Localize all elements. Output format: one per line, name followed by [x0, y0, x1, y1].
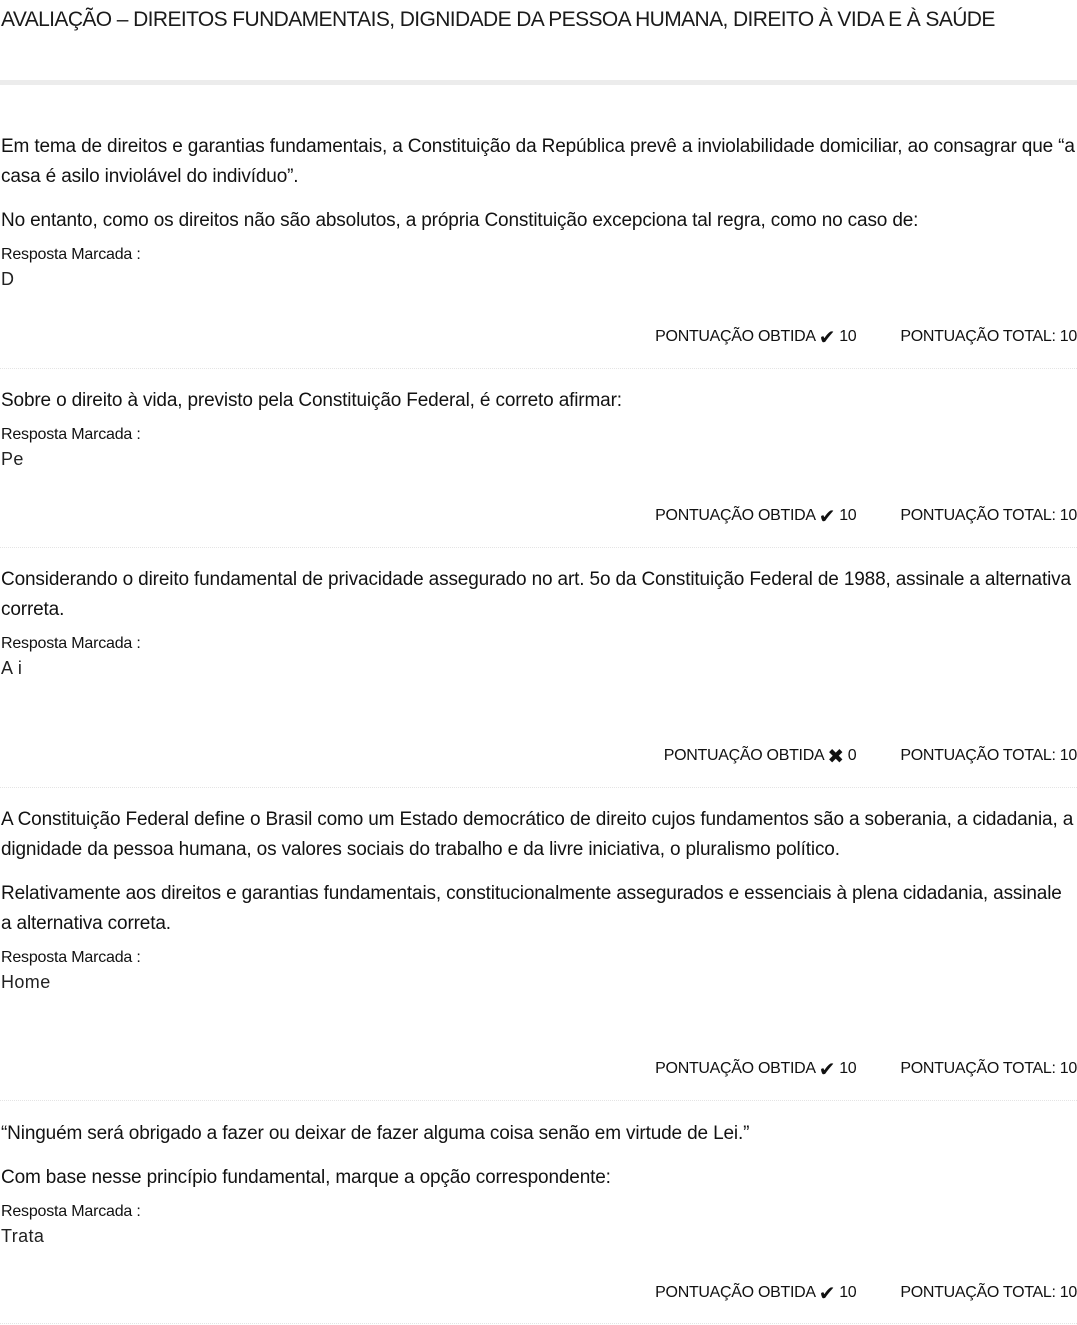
- score-row: [655, 504, 1077, 528]
- score-obtained-label: PONTUAÇÃO OBTIDA: [655, 328, 816, 345]
- answer-value: Pe: [1, 449, 24, 469]
- score-obtained-label: PONTUAÇÃO OBTIDA: [655, 1284, 816, 1301]
- answer-label: Resposta Marcada :: [1, 246, 141, 263]
- score-total-value: 10: [1059, 328, 1077, 345]
- question-divider: [0, 1100, 1077, 1101]
- check-icon: ✔: [818, 504, 836, 528]
- score-obtained-label: PONTUAÇÃO OBTIDA: [663, 747, 825, 764]
- score-obtained-label: PONTUAÇÃO OBTIDA: [655, 507, 816, 524]
- answer-value: Home: [1, 972, 51, 992]
- question-text: Considerando o direito fundamental de privacidade assegurado no art. 5o da Constituição Federal de 1988, assinale a alternativa correta.: [1, 569, 1071, 620]
- score-obtained-value: 10: [839, 1284, 857, 1301]
- answer-label: Resposta Marcada :: [1, 949, 141, 966]
- score-obtained: [655, 506, 856, 526]
- question-4: [0, 805, 1077, 995]
- answer-label: Resposta Marcada :: [1, 1203, 141, 1220]
- question-divider: [0, 1323, 1077, 1324]
- question-text: Relativamente aos direitos e garantias fundamentais, constitucionalmente assegurados e essenciais à plena cidadania, assinale a alternativa correta.: [1, 883, 1062, 934]
- score-obtained: [664, 746, 857, 766]
- question-text: Sobre o direito à vida, previsto pela Constituição Federal, é correto afirmar:: [1, 390, 622, 411]
- score-obtained: [655, 1283, 856, 1303]
- answer-label: Resposta Marcada :: [1, 635, 141, 652]
- score-total-value: 10: [1059, 507, 1077, 524]
- score-total-label: PONTUAÇÃO TOTAL:: [900, 507, 1056, 524]
- score-row: [655, 325, 1077, 349]
- cross-icon: ✖: [827, 744, 844, 768]
- score-total-value: 10: [1059, 1284, 1077, 1301]
- question-divider: [0, 787, 1077, 788]
- score-total-label: PONTUAÇÃO TOTAL:: [900, 1284, 1056, 1301]
- score-total-value: 10: [1059, 747, 1077, 764]
- check-icon: ✔: [818, 325, 836, 349]
- question-text: A Constituição Federal define o Brasil como um Estado democrático de direito cujos fundamentos são a soberania, a cidadania, a dignidade da pessoa humana, os valores sociais do trabalho e da livre iniciativa, o pluralismo político.: [1, 809, 1074, 860]
- check-icon: ✔: [818, 1281, 836, 1305]
- page-title: AVALIAÇÃO – DIREITOS FUNDAMENTAIS, DIGNIDADE DA PESSOA HUMANA, DIREITO À VIDA E À SAÚDE: [1, 8, 995, 31]
- score-total-label: PONTUAÇÃO TOTAL:: [900, 1060, 1056, 1077]
- score-total: [900, 1060, 1077, 1078]
- score-row: [655, 1057, 1077, 1081]
- title-divider: [0, 80, 1077, 85]
- score-obtained: [655, 1059, 856, 1079]
- answer-value: A i: [1, 658, 23, 678]
- score-obtained: [655, 327, 856, 347]
- answer-label: Resposta Marcada :: [1, 426, 141, 443]
- score-total: [900, 747, 1077, 765]
- question-divider: [0, 547, 1077, 548]
- question-text: Em tema de direitos e garantias fundamentais, a Constituição da República prevê a inviolabilidade domiciliar, ao consagrar que “a casa é asilo inviolável do indivíduo”.: [1, 136, 1075, 187]
- question-text: “Ninguém será obrigado a fazer ou deixar de fazer alguma coisa senão em virtude de Lei.”: [1, 1123, 750, 1144]
- question-1: [0, 132, 1077, 292]
- answer-value: D: [1, 269, 15, 289]
- score-row: [655, 1281, 1077, 1305]
- score-obtained-value: 10: [839, 1060, 857, 1077]
- score-row: [664, 744, 1077, 768]
- question-2: [0, 386, 1077, 472]
- score-total-label: PONTUAÇÃO TOTAL:: [900, 328, 1056, 345]
- score-total: [900, 507, 1077, 525]
- question-3: [0, 565, 1077, 681]
- score-obtained-value: 0: [847, 747, 857, 764]
- score-total: [900, 1284, 1077, 1302]
- check-icon: ✔: [818, 1057, 836, 1081]
- score-obtained-value: 10: [839, 328, 857, 345]
- score-total-value: 10: [1059, 1060, 1077, 1077]
- score-total: [900, 328, 1077, 346]
- question-5: [0, 1119, 1077, 1249]
- score-obtained-label: PONTUAÇÃO OBTIDA: [655, 1060, 816, 1077]
- score-total-label: PONTUAÇÃO TOTAL:: [900, 747, 1056, 764]
- question-text: Com base nesse princípio fundamental, marque a opção correspondente:: [1, 1167, 611, 1188]
- question-text: No entanto, como os direitos não são absolutos, a própria Constituição excepciona tal regra, como no caso de:: [1, 210, 919, 231]
- answer-value: Trata: [1, 1226, 45, 1246]
- score-obtained-value: 10: [839, 507, 857, 524]
- question-divider: [0, 368, 1077, 369]
